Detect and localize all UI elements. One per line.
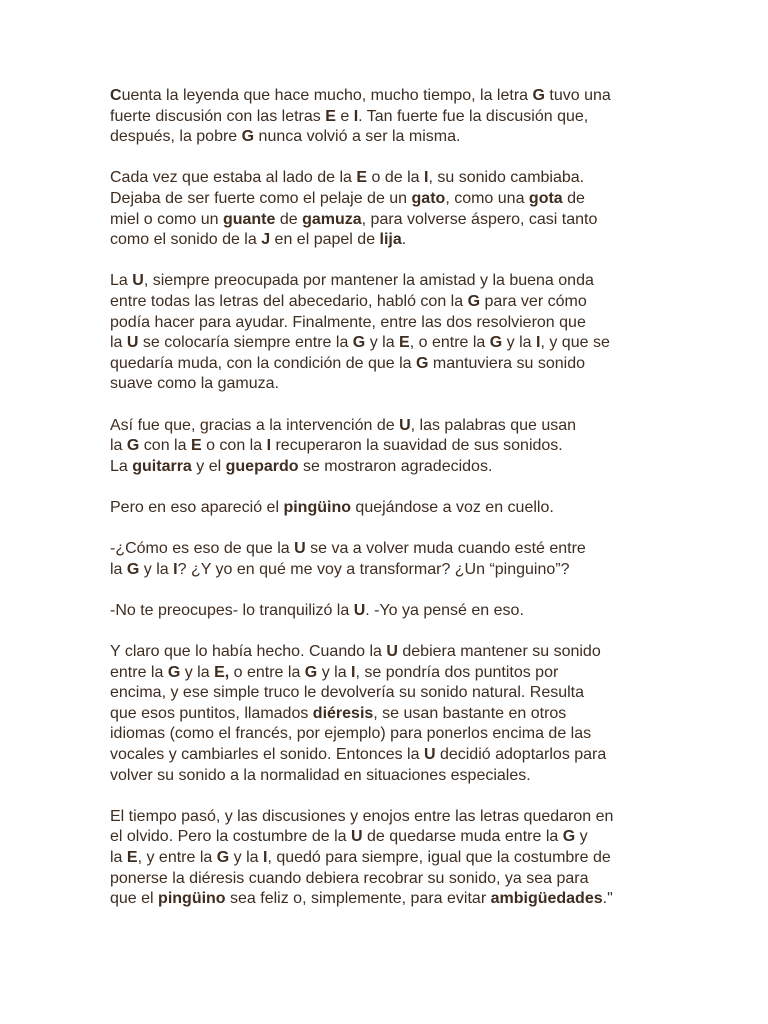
bold-text-run: G <box>489 334 503 352</box>
paragraph <box>110 642 670 786</box>
bold-text-run: U <box>351 828 363 846</box>
text-run: recuperaron la suavidad de sus sonidos. <box>271 437 563 455</box>
text-run: y la <box>502 334 537 352</box>
bold-text-run: guepardo <box>225 457 299 475</box>
bold-text-run: C <box>110 87 122 104</box>
text-run: o entre la <box>229 663 305 681</box>
bold-text-run: I <box>173 560 178 578</box>
bold-text-run: U <box>423 746 436 763</box>
text-run: e <box>335 107 354 125</box>
text-line <box>110 869 670 890</box>
paragraph <box>110 168 670 250</box>
text-run: y el <box>191 457 226 475</box>
text-run: fuerte discusión con las letras <box>110 107 326 125</box>
text-line <box>110 683 670 704</box>
text-run: La <box>110 272 133 290</box>
text-run: y la <box>180 663 215 681</box>
text-line <box>110 848 670 869</box>
text-run: para ver cómo <box>480 292 587 310</box>
text-run: la <box>110 334 127 352</box>
bold-text-run: gota <box>528 189 563 207</box>
text-run: y la <box>139 560 174 578</box>
bold-text-run: G <box>167 663 181 681</box>
bold-text-run: G <box>304 663 318 681</box>
bold-text-run: guitarra <box>132 457 192 475</box>
text-run: se colocaría siempre entre la <box>138 334 353 352</box>
bold-text-run: lija <box>379 231 402 249</box>
text-run: Y claro que lo había hecho. Cuando la <box>110 643 387 661</box>
text-line <box>110 333 670 354</box>
bold-text-run: E <box>399 334 410 352</box>
text-run: nunca volvió a ser la misma. <box>254 128 461 146</box>
bold-text-run: I <box>424 169 429 187</box>
text-run: uenta la leyenda que hace mucho, mucho tiempo, la letra <box>121 87 533 104</box>
text-run: la <box>110 437 127 455</box>
bold-text-run: E <box>190 437 202 455</box>
text-line <box>110 724 670 745</box>
bold-text-run: I <box>351 663 356 681</box>
text-run: en el papel de <box>270 231 380 249</box>
text-line <box>110 354 670 375</box>
text-line <box>110 271 670 292</box>
bold-text-run: U <box>294 540 306 558</box>
bold-text-run: G <box>532 87 545 104</box>
text-line <box>110 107 670 128</box>
bold-text-run: G <box>241 128 255 146</box>
bold-text-run: I <box>262 848 268 866</box>
text-run: Pero en eso apareció el <box>110 498 284 516</box>
text-run: ? ¿Y yo en qué me voy a transformar? ¿Un “pinguino”? <box>177 560 570 578</box>
text-run: decidió adoptarlos para <box>435 746 607 763</box>
text-line <box>110 313 670 334</box>
text-line <box>110 704 670 725</box>
text-run: volver su sonido a la normalidad en situaciones especiales. <box>110 766 531 784</box>
text-line <box>110 189 670 210</box>
text-run: de quedarse muda entre la <box>362 828 563 846</box>
paragraph <box>110 498 670 519</box>
text-line <box>110 539 670 560</box>
text-run: -¿Cómo es eso de que la <box>110 540 295 558</box>
text-run: encima, y ese simple truco le devolvería su sonido natural. Resulta <box>110 684 585 702</box>
bold-text-run: pingüino <box>283 498 351 516</box>
bold-text-run: I <box>536 334 541 352</box>
text-run: , y que se <box>540 334 610 352</box>
text-run: podía hacer para ayudar. Finalmente, entre las dos resolvieron que <box>110 313 586 331</box>
bold-text-run: G <box>216 848 230 866</box>
bold-text-run: gato <box>411 189 446 207</box>
bold-text-run: E <box>126 848 138 866</box>
text-run: y <box>575 828 588 846</box>
bold-text-run: G <box>467 292 481 310</box>
text-run: . <box>401 231 407 249</box>
bold-text-run: gamuza <box>302 210 362 228</box>
paragraph <box>110 86 670 148</box>
paragraph <box>110 539 670 580</box>
text-run: suave como la gamuza. <box>110 375 279 393</box>
text-line <box>110 436 670 457</box>
text-run: con la <box>139 437 191 455</box>
text-run: , quedó para siempre, igual que la costumbre de <box>267 848 611 866</box>
text-run: La <box>110 457 133 475</box>
bold-text-run: G <box>416 354 429 372</box>
text-run: se va a volver muda cuando esté entre <box>305 540 586 558</box>
text-run: idiomas (como el francés, por ejemplo) para ponerlos encima de las <box>110 725 592 743</box>
text-run: como el sonido de la <box>110 231 262 249</box>
text-line <box>110 745 670 766</box>
text-run: debiera mantener su sonido <box>397 643 601 661</box>
text-run: o de la <box>367 169 425 187</box>
text-line <box>110 292 670 313</box>
text-run: que el <box>110 890 159 908</box>
text-run: -No te preocupes- lo tranquilizó la <box>110 601 354 619</box>
text-run: , las palabras que usan <box>410 416 577 434</box>
text-run: y la <box>317 663 352 681</box>
text-line <box>110 807 670 828</box>
text-run: ." <box>602 890 613 908</box>
bold-text-run: G <box>562 828 576 846</box>
text-run: Dejaba de ser fuerte como el pelaje de un <box>110 189 412 207</box>
text-run: entre la <box>110 663 168 681</box>
bold-text-run: U <box>386 643 398 661</box>
bold-text-run: I <box>353 107 359 125</box>
text-run: el olvido. Pero la costumbre de la <box>110 828 352 846</box>
bold-text-run: E <box>356 169 368 187</box>
bold-text-run: I <box>266 437 272 455</box>
paragraph <box>110 807 670 910</box>
bold-text-run: E <box>325 107 336 125</box>
text-line <box>110 457 670 478</box>
text-line <box>110 889 670 910</box>
text-run: miel o como un <box>110 210 223 228</box>
text-line <box>110 374 670 395</box>
text-line <box>110 663 670 684</box>
text-run: ponerse la diéresis cuando debiera recobrar su sonido, ya sea para <box>110 869 589 887</box>
bold-text-run: U <box>399 416 411 434</box>
text-run: , para volverse áspero, casi tanto <box>361 210 598 228</box>
bold-text-run: G <box>126 560 140 578</box>
document-body <box>110 86 670 930</box>
text-run: y la <box>365 334 400 352</box>
text-run: , se pondría dos puntitos por <box>355 663 559 681</box>
text-run: tuvo una <box>544 87 611 104</box>
bold-text-run: G <box>126 437 140 455</box>
bold-text-run: U <box>126 334 139 352</box>
text-line <box>110 560 670 581</box>
text-run: . Tan fuerte fue la discusión que, <box>358 107 589 125</box>
text-line <box>110 827 670 848</box>
text-run: mantuviera su sonido <box>428 354 585 372</box>
text-run: y la <box>229 848 263 866</box>
text-run: después, la pobre <box>110 128 242 146</box>
text-line <box>110 601 670 622</box>
text-run: quejándose a voz en cuello. <box>350 498 554 516</box>
bold-text-run: pingüino <box>158 890 226 908</box>
text-line <box>110 766 670 787</box>
paragraph <box>110 416 670 478</box>
text-run: vocales y cambiarles el sonido. Entonces la <box>110 746 424 763</box>
text-run: , se usan bastante en otros <box>373 704 567 722</box>
text-run: de <box>275 210 303 228</box>
text-line <box>110 127 670 148</box>
text-run: la <box>110 848 127 866</box>
text-line <box>110 416 670 437</box>
bold-text-run: U <box>353 601 366 619</box>
text-run: sea feliz o, simplemente, para evitar <box>225 890 491 908</box>
text-run: se mostraron agradecidos. <box>298 457 493 475</box>
text-run: . -Yo ya pensé en eso. <box>365 601 524 619</box>
text-line <box>110 642 670 663</box>
text-line <box>110 498 670 519</box>
text-line <box>110 168 670 189</box>
text-run: que esos puntitos, llamados <box>110 704 313 722</box>
bold-text-run: U <box>132 272 144 290</box>
text-run: , su sonido cambiaba. <box>428 169 585 187</box>
text-run: entre todas las letras del abecedario, habló con la <box>110 292 468 310</box>
text-run: , y entre la <box>137 848 217 866</box>
text-run: Cada vez que estaba al lado de la <box>110 169 357 187</box>
bold-text-run: guante <box>222 210 276 228</box>
bold-text-run: G <box>352 334 366 352</box>
paragraph <box>110 271 670 395</box>
bold-text-run: J <box>261 231 271 249</box>
text-run: la <box>110 560 127 578</box>
text-run: , como una <box>445 189 529 207</box>
text-run: Así fue que, gracias a la intervención de <box>110 416 400 434</box>
text-line <box>110 210 670 231</box>
text-run: , o entre la <box>409 334 490 352</box>
bold-text-run: diéresis <box>312 704 374 722</box>
text-run: de <box>562 189 585 207</box>
paragraph <box>110 601 670 622</box>
text-run: o con la <box>201 437 267 455</box>
text-run: quedaría muda, con la condición de que la <box>110 354 416 372</box>
text-line <box>110 230 670 251</box>
text-line <box>110 86 670 107</box>
bold-text-run: ambigüedades <box>490 890 603 908</box>
text-run: , siempre preocupada por mantener la amistad y la buena onda <box>143 272 594 290</box>
text-run: El tiempo pasó, y las discusiones y enojos entre las letras quedaron en <box>110 807 614 825</box>
bold-text-run: E, <box>214 663 230 681</box>
